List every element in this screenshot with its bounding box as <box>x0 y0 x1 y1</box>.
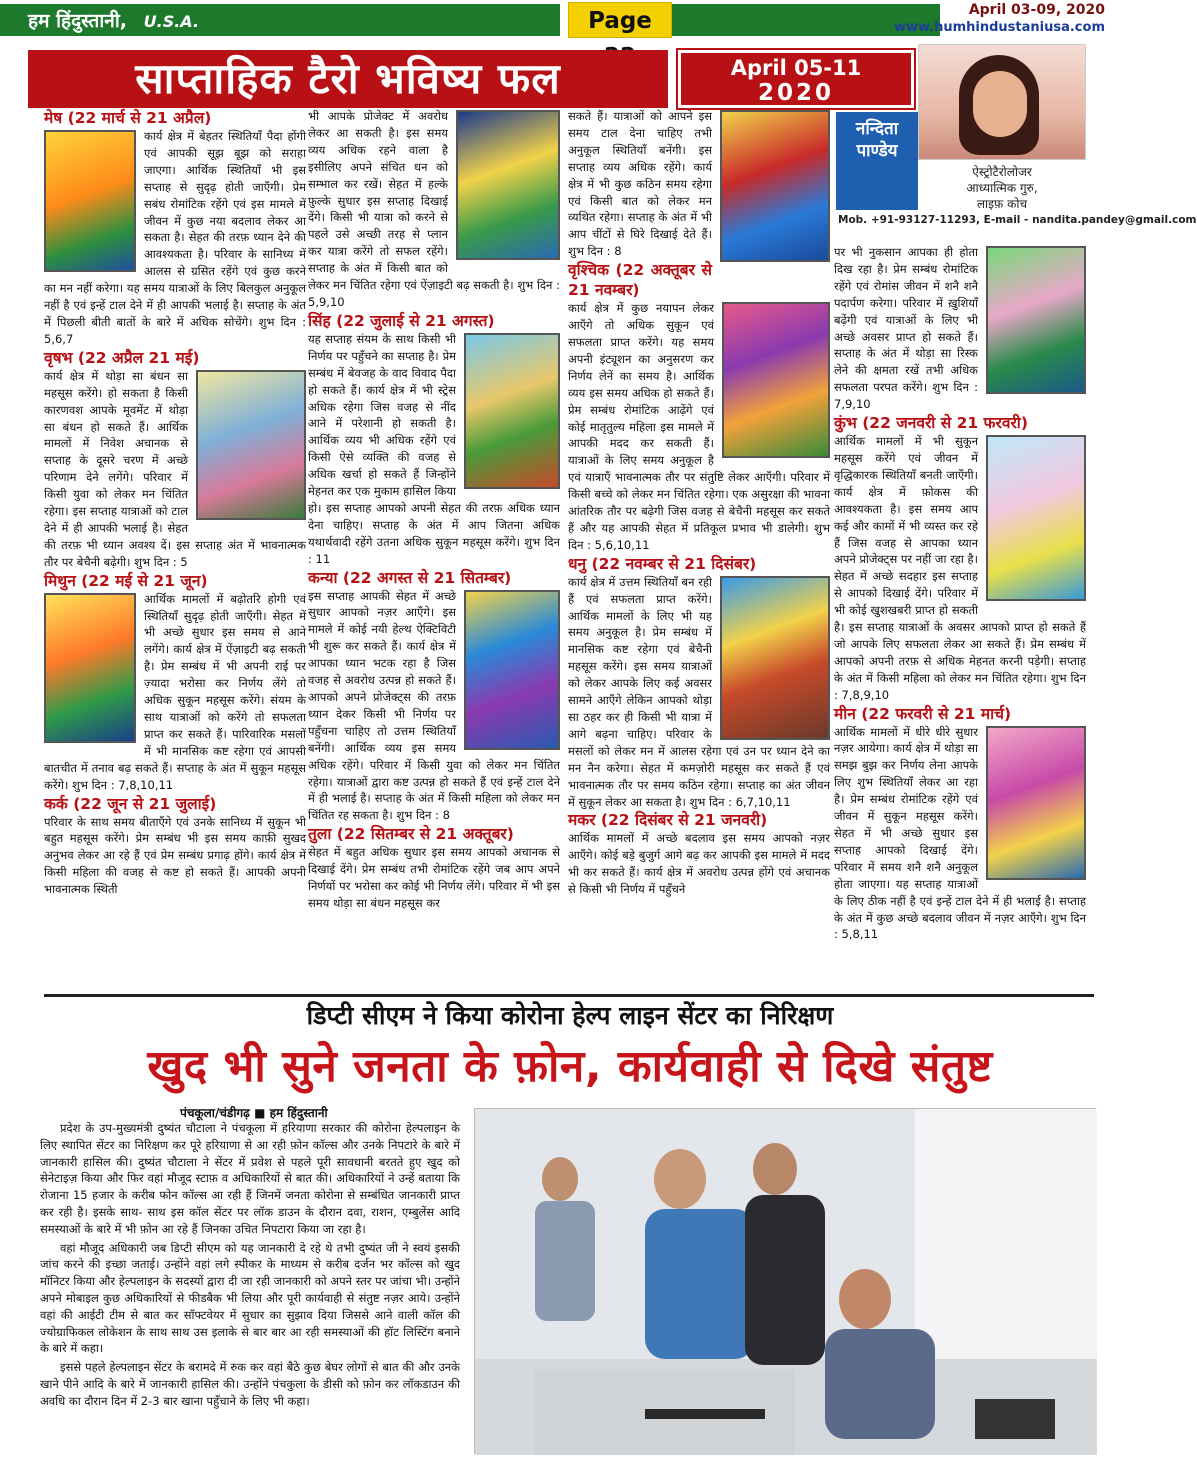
astrologer-first-name: नन्दिता <box>855 119 899 139</box>
horoscope-text: आर्थिक मामलों में भी सुकून महसूस करेंगे एवं जीवन में वृद्धिकारक स्थितियाँ बनती जाएँगी। कार्य क्षेत्र में फ़ोकस की आवश्यकता है। इस समय आप कई और कामों में भी व्यस्त कर रहे हैं जिस वजह से आपका ध्यान अपने प्रोजेक्ट्स पर नहीं जा रहा है। सेहत में अच्छे सदहार इस सप्ताह से आपको दिखाई देंगे। परिवार में भी कोई खुशखबरी प्राप्त हो सकती है। इस सप्ताह यात्राओं के अवसर आपको प्राप्त हो सकते हैं जो आपके लिए सफलता लेकर आ सकते हैं। प्रेम सम्बंध में आपको अपनी तरफ़ से अधिक मेहनत करनी पड़ेगी। सप्ताह के अंत में किसी महिला को लेकर मन चिंतित रहेगा। शुभ दिन : 7,8,9,10 <box>834 434 1086 702</box>
sign-title-tula: तुला (22 सितम्बर से 21 अक्तूबर) <box>308 825 514 844</box>
tarot-card-image <box>986 435 1086 601</box>
horoscope-text: इस सप्ताह आपकी सेहत में अच्छे सुधार आपको नज़र आएँगे। इस मामले में कोई नयी हेल्थ ऐक्टिविटी भी शुरू कर सकते हैं। कार्य क्षेत्र में आपका ध्यान भटक रहा है जिस वजह से अवरोध उत्पन्न हो सकते हैं। आपको अपने प्रोजेक्ट्स की तरफ़ ध्यान देकर किसी भी निर्णय पर पहुँचना चाहिए तो उत्तम स्थितियाँ बनेंगी। आर्थिक व्यय इस समय अधिक रहेंगे। परिवार में किसी युवा को लेकर मन चिंतित रहेगा। यात्राओं द्वारा कष्ट उत्पन्न हो सकते हैं एवं इन्हें टाल देने में ही भलाई है। सप्ताह के अंत में किसी महिला को लेकर मन चिंतित रह सकता है। शुभ दिन : 8 <box>308 588 560 823</box>
news-story <box>40 1120 460 1412</box>
paper-name: हम हिंदुस्तानी, <box>28 10 127 32</box>
tarot-card-image <box>722 302 830 458</box>
tarot-card-image <box>464 333 560 489</box>
sign-title-kumbh: कुंभ (22 जनवरी से 21 फरवरी) <box>834 414 1028 433</box>
tarot-card-image <box>196 370 306 520</box>
news-subheadline: डिप्टी सीएम ने किया कोरोना हेल्प लाइन सेंटर का निरिक्षण <box>306 1001 834 1030</box>
week-year: 2020 <box>757 80 834 106</box>
horoscope-text: आर्थिक मामलों में बढ़ोतरि होगी एवं स्थितियाँ सुदृढ़ होती जाएँगी। सेहत में भी अच्छे सुधार इस समय से आने लगेंगे। कार्य क्षेत्र में ऐंज़ाइटी बढ़ सकती है। प्रेम सम्बंध में भी अपनी राई पर ज़्यादा भरोसा कर निर्णय लेंगे तो अधिक सुकून महसूस करेंगे। संयम के साथ यात्राओं को करेंगे तो सफलता प्राप्त कर सकते हैं। पारिवारिक मसलों में भी मानसिक कष्ट रहेगा एवं आपसी बातचीत में तनाव बढ़ सकते हैं। सप्ताह के अंत में सुकून महसूस करेंगे। शुभ दिन : 7,8,10,11 <box>44 591 306 792</box>
sign-title-mithun: मिथुन (22 मई से 21 जून) <box>44 571 208 590</box>
news-photo <box>474 1108 1096 1454</box>
horoscope-text: परिवार के साथ समय बीताएँगे एवं उनके सानिध्य में सुकून भी बहुत महसूस करेंगे। प्रेम सम्बंध भी इस समय काफ़ी सुखद अनुभव लेकर आ रहे हैं एवं प्रेम सम्बंध प्रगाढ़ होंगे। कार्य क्षेत्र में किसी महिला की वजह से कष्ट हो सकते हैं। आपकी अपनी भावनात्मक स्थिती <box>44 814 306 897</box>
page-number: Page <box>568 2 672 38</box>
column-3 <box>568 108 830 994</box>
tarot-card-image <box>464 590 560 750</box>
masthead-bar <box>0 4 560 36</box>
week-box <box>678 50 914 108</box>
horoscope-text: यह सप्ताह संयम के साथ किसी भी निर्णय पर पहुँचने का सप्ताह है। प्रेम सम्बंध में बेवजह के वाद विवाद पैदा हो सकते हैं। कार्य क्षेत्र में भी स्ट्रेस अधिक रहेगा जिस वजह से नींद आने में परेशानी हो सकती है। आर्थिक व्यय भी अधिक रहेंगे एवं किसी ऐसे व्यक्ति की वजह से अधिक खर्चा हो सकते हैं जिन्होंने मेहनत कर एक मुकाम हासिल किया हो। इस सप्ताह आपको अपनी सेहत की तरफ़ अधिक ध्यान देना चाहिए। सप्ताह के अंत में आप जितना अधिक यथार्थवादी रहेंगे उतना अधिक सुकून महसूस करेंगे। शुभ दिन : 11 <box>308 331 560 566</box>
sign-title-mesh: मेष (22 मार्च से 21 अप्रैल) <box>44 109 212 127</box>
column-1 <box>44 108 306 994</box>
horoscope-text: कार्य क्षेत्र में बेहतर स्थितियाँ पैदा होंगी एवं आपकी सूझ बूझ को सराहा जाएगा। आर्थिक स्थितियाँ भी इस सप्ताह से सुदृढ़ होती जाएँगी। प्रेम सबंध रोमांटिक रहेंगे एवं इस मामले में जीवन में कुछ नया बदलाव लेकर आ सकता है। सेहत की तरफ़ ध्यान देने की आवश्यकता है। परिवार के सानिध्य में आलस से ग्रसित रहेंगे एवं कुछ करने का मन नहीं करेगा। यह समय यात्राओं के लिए बिलकुल अनुकूल नहीं है एवं इन्हें टाल देने में ही आपकी भलाई है। सप्ताह के अंत में पिछली बीती बातों के बारे में अधिक सोचेंगे। शुभ दिन : 5,6,7 <box>44 129 306 346</box>
sign-title-kanya: कन्या (22 अगस्त से 21 सितम्बर) <box>308 568 512 587</box>
tarot-card-image <box>44 593 136 743</box>
week-dates: April 05-11 <box>730 56 862 80</box>
astrologer-roles <box>918 164 1086 212</box>
website-link[interactable]: www.humhindustaniusa.com <box>893 20 1105 35</box>
horoscope-text: पर भी नुकसान आपका ही होता दिख रहा है। प्रेम सम्बंध रोमांटिक रहेंगे एवं रोमांस जीवन में शनै शनै पदार्पण करेगा। परिवार में ख़ुशियाँ बढ़ेंगी एवं यात्राओं के लिए भी अच्छे अवसर प्राप्त हो सकते हैं। सप्ताह के अंत में थोड़ा सा रिस्क लेने की क्षमता रखें तभी अधिक सफलता परपत करेंगे। शुभ दिन : 7,9,10 <box>834 245 978 412</box>
tarot-card-image <box>986 246 1086 394</box>
horoscope-text: भी आपके प्रोजेक्ट में अवरोध लेकर आ सकती है। इस समय व्यय अधिक रहने वाला है इसीलिए अपने संचित धन को सम्भाल कर रखें। सेहत में हल्के फ़ुल्के सुधार इस सप्ताह दिखाई देंगे। किसी भी यात्रा को करने से पहले उसे अच्छी तरह से प्लान कर यात्रा करेंगे तो सफल रहेंगे। सप्ताह के अंत में किसी बात को लेकर मन चिंतित रहेगा एवं ऐंज़ाइटी बढ़ सकती है। शुभ दिन : 5,9,10 <box>308 109 560 309</box>
sign-title-vrishabh: वृषभ (22 अप्रैल 21 मई) <box>44 348 200 367</box>
tarot-card-image <box>986 726 1086 880</box>
column-4 <box>834 244 1086 994</box>
sign-title-simha: सिंह (22 जुलाई से 21 अगस्त) <box>308 311 495 330</box>
news-photo-illustration <box>475 1109 1097 1455</box>
astrologer-contact: Mob. +91-93127-11293, E-mail - nandita.pandey@gmail.com <box>838 214 1197 226</box>
astrologer-name-box <box>836 112 918 210</box>
sign-title-vrishchik: वृश्चिक (22 अक्तूबर से 21 नवम्बर) <box>568 261 712 300</box>
page-title: साप्ताहिक टैरो भविष्य फल <box>28 50 668 108</box>
sign-title-dhanu: धनु (22 नवम्बर से 21 दिसंबर) <box>568 554 757 573</box>
sign-title-meen: मीन (22 फरवरी से 21 मार्च) <box>834 704 1012 723</box>
sign-title-makar: मकर (22 दिसंबर से 21 जनवरी) <box>568 811 768 830</box>
column-2 <box>308 108 560 994</box>
role-2: आध्यात्मिक गुरु, <box>966 181 1038 195</box>
horoscope-text: कार्य क्षेत्र में कुछ नयापन लेकर आएँगे तो अधिक सुकून एवं सफलता प्राप्त करेंगे। यह समय अपनी इंट्यूशन का अनुसरण कर निर्णय लेनें का समय है। आर्थिक व्यय इस समय अधिक हो सकते हैं। प्रेम सम्बंध रोमांटिक आढ़ेंगे एवं कोई मातृतुल्य महिला इस मामले में आपकी मदद कर सकती हैं। यात्राओं के लिए समय अनुकूल है एवं यात्राएँ भावनात्मक तौर पर संतुष्टि लेकर आएँगी। परिवार में किसी बच्चे को लेकर मन चिंतित रहेगा। एक असुरक्षा की भावना आंतरिक तौर पर बढ़ेगी जिस वजह से बेचैनी महसूस कर सकते हैं और यह आपकी सेहत में प्रतिकूल प्रभाव भी डालेगी। शुभ दिन : 5,6,10,11 <box>568 301 830 552</box>
paper-country: U.S.A. <box>143 12 200 31</box>
astrologer-last-name: पाण्डेय <box>856 141 898 161</box>
tarot-card-image <box>44 130 136 272</box>
tarot-card-image <box>720 576 830 740</box>
news-byline: पंचकूला/चंडीगढ़ ■ हम हिंदुस्तानी <box>180 1106 328 1120</box>
horoscope-text: कार्य क्षेत्र में थोड़ा सा बंधन सा महसूस करेंगे। हो सकता है किसी कारणवश आपके मूवमेंट में थोड़ा सा बंधन हो सकते हैं। आर्थिक मामलों में निवेश अचानक से सप्ताह के दूसरे चरण में अच्छे परिणाम देने लगेंगे। परिवार में किसी युवा को लेकर मन चिंतित रहेगा। इस सप्ताह यात्राओं को टाल देने में ही आपकी भलाई है। सेहत की तरफ़ भी ध्यान अवश्य दें। इस सप्ताह अंत में भावनात्मक तौर पर बेचैनी बढ़ेगी। शुभ दिन : 5 <box>44 368 306 569</box>
horoscope-text: कार्य क्षेत्र में उत्तम स्थितियाँ बन रही हैं एवं सफलता प्राप्त करेंगे। आर्थिक मामलों के लिए भी यह समय अनुकूल है। प्रेम सम्बंध में मानसिक कष्ट रहेगा एवं बेचैनी महसूस करेंगे। इस समय यात्राओं को लेकर आपके लिए कई अवसर सामने आएँगे लेकिन आपको थोड़ा सा ठहर कर ही किसी भी यात्रा में आगे बढ़ना चाहिए। परिवार के मसलों को लेकर मन में आलस रहेगा एवं उन पर ध्यान देने का मन नैन करेगा। सेहत में कमज़ोरी महसूस कर सकते हैं एवं भावनात्मक तौर पर समय कठिन रहेगा। सप्ताह का अंत जीवन में सुकून लेकर आ सकता है। शुभ दिन : 6,7,10,11 <box>568 574 830 809</box>
issue-date: April 03-09, 2020 <box>968 2 1105 18</box>
section-divider <box>44 994 1094 997</box>
news-headline: खुद भी सुने जनता के फ़ोन, कार्यवाही से दिखे संतुष्ट <box>147 1041 993 1092</box>
story-paragraph: वहां मौजूद अधिकारी जब डिप्टी सीएम को यह जानकारी दे रहे थे तभी दुष्यंत जी ने स्वयं इसकी जांच करने की इच्छा जताई। उन्होंने वहां लगे स्पीकर के माध्यम से करीब दर्जन भर कॉल्स को खुद मॉनिटर किया और हेल्पलाइन के सदस्यों द्वारा दी जा रही जानकारी को अपने स्तर पर जांचा भी। उन्होंने अपने मोबाइल कुछ अधिकारियों से फीडबैक भी लिया और पूरी कार्यवाही से संतुष्ट नज़र आये। उन्होंने वहां की आईटी टीम से बात कर सॉफ्टवेयर में सुधार का सुझाव दिया जिससे आने वाली कॉल की ज्योग्राफिकल लोकेशन के साथ साथ उस इलाके से बार बार आ रही समस्याओं की हॉट लिस्टिंग बनाने के बारे में कहा। <box>40 1240 460 1356</box>
story-paragraph: प्रदेश के उप-मुख्यमंत्री दुष्यंत चौटाला ने पंचकूला में हरियाणा सरकार की कोरोना हेल्पलाइन के लिए स्थापित सेंटर का निरिक्षण कर पूरे हरियाणा से आ रही फ़ोन कॉल्स और उनके निपटारे के बारे में जानकारी हासिल की। दुष्यंत चौटाला ने सेंटर में प्रवेश से पहले पूरी सावधानी बरतते हुए खुद को सेनेटाइज़ किया और फिर वहां मौजूद स्टाफ़ व अधिकारियों से बात की। अधिकारियों ने उन्हें बताया कि रोजाना 15 हजार के करीब फोन कॉल्स आ रही हैं जिनमें जनता कोरोना से सम्बंधित जानकारी प्राप्त कर रही है। इसके साथ- साथ इस कॉल सेंटर पर लॉक डाउन के दौरान दवा, राशन, एम्बुलेंस आदि समस्याओं के बारे में भी फ़ोन आ रहे हैं जिनका उचित निपटारा किया जा रहा है। <box>40 1121 460 1236</box>
tarot-card-image <box>456 110 560 260</box>
horoscope-text: सेहत में बहुत अधिक सुधार इस समय आपको अचानक से दिखाई देंगे। प्रेम सम्बंध तभी रोमांटिक रहेंगे जब आप अपने निर्णयों पर भरोसा कर कोई भी निर्णय लेंगे। परिवार में भी इस समय थोड़ा सा बंधन महसूस कर <box>308 845 560 910</box>
sign-title-kark: कर्क (22 जून से 21 जुलाई) <box>44 794 217 813</box>
role-3: लाइफ़ कोच <box>976 197 1028 211</box>
astrologer-photo <box>918 44 1086 160</box>
story-paragraph: इससे पहले हेल्पलाइन सेंटर के बरामदे में रुक कर वहां बैठे कुछ बेघर लोगों से बात की और उनके खाने पीने आदि के बारे में जानकारी हासिल की। उन्होंने पंचकुला के डीसी को फ़ोन कर लॉकडाउन की अवधि का दौरान दिन में 2-3 बार खाना पहुँचाने के लिए भी कहा। <box>40 1360 460 1408</box>
role-1: ऐस्ट्रोटैरोलोजर <box>972 165 1032 179</box>
horoscope-text: आर्थिक मामलों में अच्छे बदलाव इस समय आपको नज़र आएँगे। कोई बड़े बुजुर्ग आगे बढ़ कर आपकी इस मामले में मदद भी कर सकते हैं। कार्य क्षेत्र में अवरोध उत्पन्न होंगे एवं अचानक से किसी भी निर्णय में पहुँचने <box>568 831 830 897</box>
horoscope-text: सकते हैं। यात्राओं को आपने इस समय टाल देना चाहिए तभी अनुकूल स्थितियाँ बनेंगी। इस सप्ताह व्यय अधिक रहेंगे। कार्य क्षेत्र में भी कुछ कठिन समय रहेगा एवं किसी बात को लेकर मन व्यथित रहेगा। सप्ताह के अंत में भी आप चींटों से घिरे दिखाई देते हैं। शुभ दिन : 8 <box>568 109 712 259</box>
horoscope-text: आर्थिक मामलों में धीरे धीरे सुधार नज़र आयेगा। कार्य क्षेत्र में थोड़ा सा समझ बुझ कर निर्णय लेना आपके लिए शुभ स्थितियाँ लेकर आ रहा है। प्रेम सम्बंध रोमांटिक रहेंगे एवं जीवन में सुकून महसूस करेंगे। सेहत में भी अच्छे सुधार इस सप्ताह आपको दिखाई देंगे। परिवार में समय शनै शनै अनुकूल होता जाएगा। यह सप्ताह यात्राओं के लिए ठीक नहीं है एवं इन्हें टाल देने में ही भलाई है। सप्ताह के अंत में कुछ अच्छे बदलाव जीवन में नज़र आएँगे। शुभ दिन : 5,8,11 <box>834 724 1086 942</box>
tarot-card-image <box>720 110 830 262</box>
